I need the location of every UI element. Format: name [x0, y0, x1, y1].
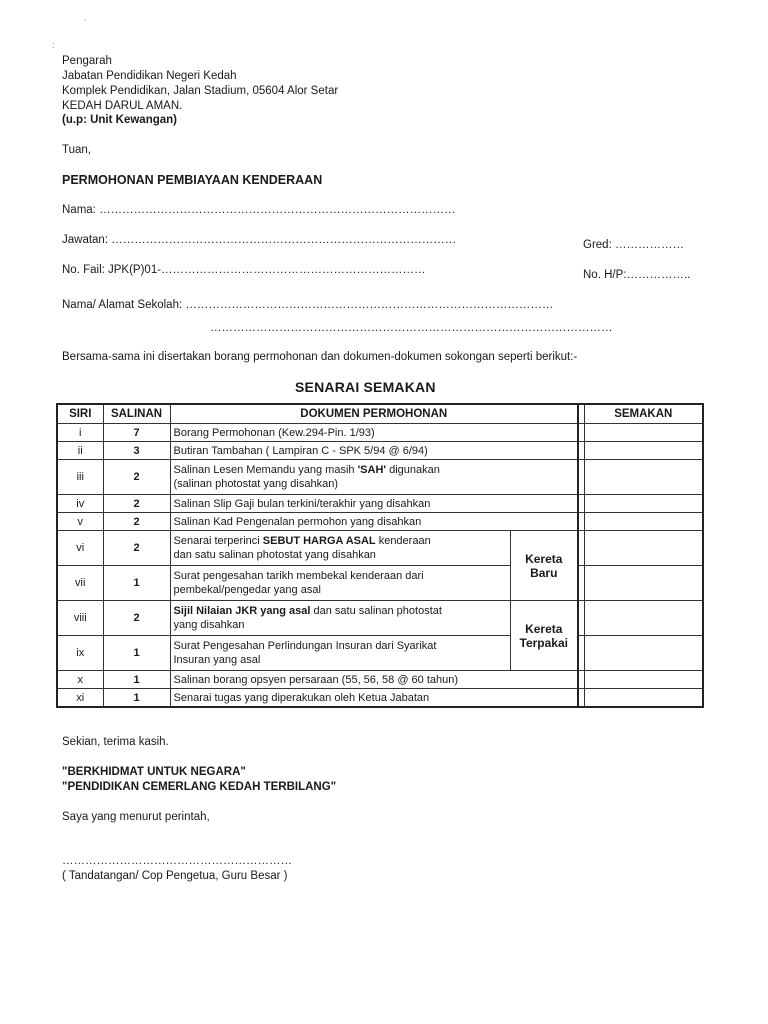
row-siri: ix	[57, 636, 103, 671]
doc-text: dan satu salinan photostat yang disahkan	[173, 549, 376, 561]
group-label: Kereta	[525, 551, 563, 566]
row-siri: vi	[57, 531, 103, 566]
checklist-title: SENARAI SEMAKAN	[295, 379, 436, 395]
header-dokumen: DOKUMEN PERMOHONAN	[170, 404, 578, 424]
doc-emphasis: 'SAH'	[357, 464, 387, 476]
table-row	[57, 636, 703, 671]
row-salinan: 1	[103, 566, 170, 601]
group-kereta-baru	[510, 531, 578, 601]
intro-text: Bersama-sama ini disertakan borang permohonan dan dokumen-dokumen sokongan seperti berikut:-	[62, 351, 578, 363]
recipient-line-1: Pengarah	[62, 55, 112, 67]
row-siri: i	[57, 424, 103, 442]
doc-text: dan satu salinan photostat	[310, 605, 442, 617]
row-semakan-box[interactable]	[584, 513, 703, 531]
checklist-table	[56, 403, 704, 708]
row-semakan-box[interactable]	[584, 495, 703, 513]
row-salinan: 1	[103, 689, 170, 708]
recipient-line-2: Jabatan Pendidikan Negeri Kedah	[62, 70, 237, 82]
row-salinan: 2	[103, 531, 170, 566]
motto-1: "BERKHIDMAT UNTUK NEGARA"	[62, 766, 246, 778]
row-semakan-box[interactable]	[584, 460, 703, 495]
row-dokumen: Salinan Kad Pengenalan permohon yang disahkan	[170, 513, 578, 531]
table-row	[57, 495, 703, 513]
row-siri: v	[57, 513, 103, 531]
table-row	[57, 601, 703, 636]
scan-mark: `	[84, 18, 87, 28]
doc-text: (salinan photostat yang disahkan)	[173, 478, 338, 490]
field-no-fail: No. Fail: JPK(P)01-……………………………………………………………	[62, 264, 426, 276]
row-salinan: 1	[103, 671, 170, 689]
header-semakan: SEMAKAN	[584, 404, 703, 424]
group-label: Terpakai	[519, 635, 568, 650]
recipient-line-4: KEDAH DARUL AMAN.	[62, 100, 183, 112]
order-text: Saya yang menurut perintah,	[62, 811, 210, 823]
row-semakan-box[interactable]	[584, 636, 703, 671]
row-siri: iii	[57, 460, 103, 495]
closing-text: Sekian, terima kasih.	[62, 736, 169, 748]
recipient-attention: (u.p: Unit Kewangan)	[62, 114, 177, 126]
doc-text: Surat pengesahan tarikh membekal kenderaan dari	[173, 570, 424, 582]
row-semakan-box[interactable]	[584, 442, 703, 460]
doc-text: yang disahkan	[173, 619, 245, 631]
doc-text: Salinan Lesen Memandu yang masih	[173, 464, 358, 476]
subject-title: PERMOHONAN PEMBIAYAAN KENDERAAN	[62, 173, 323, 187]
table-row	[57, 566, 703, 601]
row-dokumen: Borang Permohonan (Kew.294-Pin. 1/93)	[170, 424, 578, 442]
table-row	[57, 689, 703, 708]
doc-text: Surat Pengesahan Perlindungan Insuran dari Syarikat	[173, 640, 437, 652]
row-dokumen: Senarai tugas yang diperakukan oleh Ketua Jabatan	[170, 689, 578, 708]
group-label: Kereta	[525, 621, 563, 636]
row-semakan-box[interactable]	[584, 671, 703, 689]
doc-text: pembekal/pengedar yang asal	[173, 584, 321, 596]
field-alamat-continued: ……………………………………………………………………………………………	[210, 322, 613, 334]
row-salinan: 2	[103, 513, 170, 531]
row-dokumen	[170, 566, 510, 601]
header-salinan: SALINAN	[103, 404, 170, 424]
scan-mark: :	[52, 40, 55, 50]
field-no-hp: No. H/P:……………..	[583, 269, 691, 281]
row-semakan-box[interactable]	[584, 424, 703, 442]
recipient-line-3: Komplek Pendidikan, Jalan Stadium, 05604 Alor Setar	[62, 85, 339, 97]
signature-caption: ( Tandatangan/ Cop Pengetua, Guru Besar )	[62, 870, 288, 882]
doc-text: digunakan	[386, 464, 440, 476]
row-dokumen: Butiran Tambahan ( Lampiran C - SPK 5/94 @ 6/94)	[170, 442, 578, 460]
row-semakan-box[interactable]	[584, 566, 703, 601]
doc-emphasis: SEBUT HARGA ASAL	[262, 535, 376, 547]
table-row	[57, 513, 703, 531]
table-row	[57, 671, 703, 689]
doc-emphasis: Sijil Nilaian JKR yang asal	[173, 605, 311, 617]
doc-text: Insuran yang asal	[173, 654, 261, 666]
doc-text: kenderaan	[375, 535, 431, 547]
motto-2: "PENDIDIKAN CEMERLANG KEDAH TERBILANG"	[62, 781, 337, 793]
row-salinan: 2	[103, 495, 170, 513]
row-siri: vii	[57, 566, 103, 601]
row-dokumen: Salinan borang opsyen persaraan (55, 56, 58 @ 60 tahun)	[170, 671, 578, 689]
row-dokumen	[170, 531, 510, 566]
salutation: Tuan,	[62, 144, 91, 156]
row-dokumen	[170, 601, 510, 636]
row-salinan: 2	[103, 460, 170, 495]
row-salinan: 2	[103, 601, 170, 636]
table-row	[57, 424, 703, 442]
row-dokumen	[170, 636, 510, 671]
row-dokumen: Salinan Slip Gaji bulan terkini/terakhir yang disahkan	[170, 495, 578, 513]
field-alamat: Nama/ Alamat Sekolah: ……………………………………………………………………………………	[62, 299, 554, 311]
field-gred: Gred: ………………	[583, 239, 684, 251]
row-semakan-box[interactable]	[584, 531, 703, 566]
row-salinan: 1	[103, 636, 170, 671]
row-salinan: 7	[103, 424, 170, 442]
field-jawatan: Jawatan: ………………………………………………………………………………	[62, 234, 457, 246]
row-siri: viii	[57, 601, 103, 636]
row-siri: xi	[57, 689, 103, 708]
group-label: Baru	[530, 565, 558, 580]
field-nama: Nama: …………………………………………………………………………………	[62, 204, 456, 216]
row-siri: ii	[57, 442, 103, 460]
header-siri: SIRI	[57, 404, 103, 424]
table-header-row	[57, 404, 703, 424]
table-row	[57, 442, 703, 460]
signature-line: ……………………………………………………	[62, 855, 292, 867]
row-siri: x	[57, 671, 103, 689]
doc-text: Senarai terperinci	[173, 535, 263, 547]
table-row	[57, 531, 703, 566]
row-dokumen	[170, 460, 578, 495]
row-salinan: 3	[103, 442, 170, 460]
group-kereta-terpakai	[510, 601, 578, 671]
row-siri: iv	[57, 495, 103, 513]
row-semakan-box[interactable]	[584, 601, 703, 636]
table-row	[57, 460, 703, 495]
row-semakan-box[interactable]	[584, 689, 703, 708]
